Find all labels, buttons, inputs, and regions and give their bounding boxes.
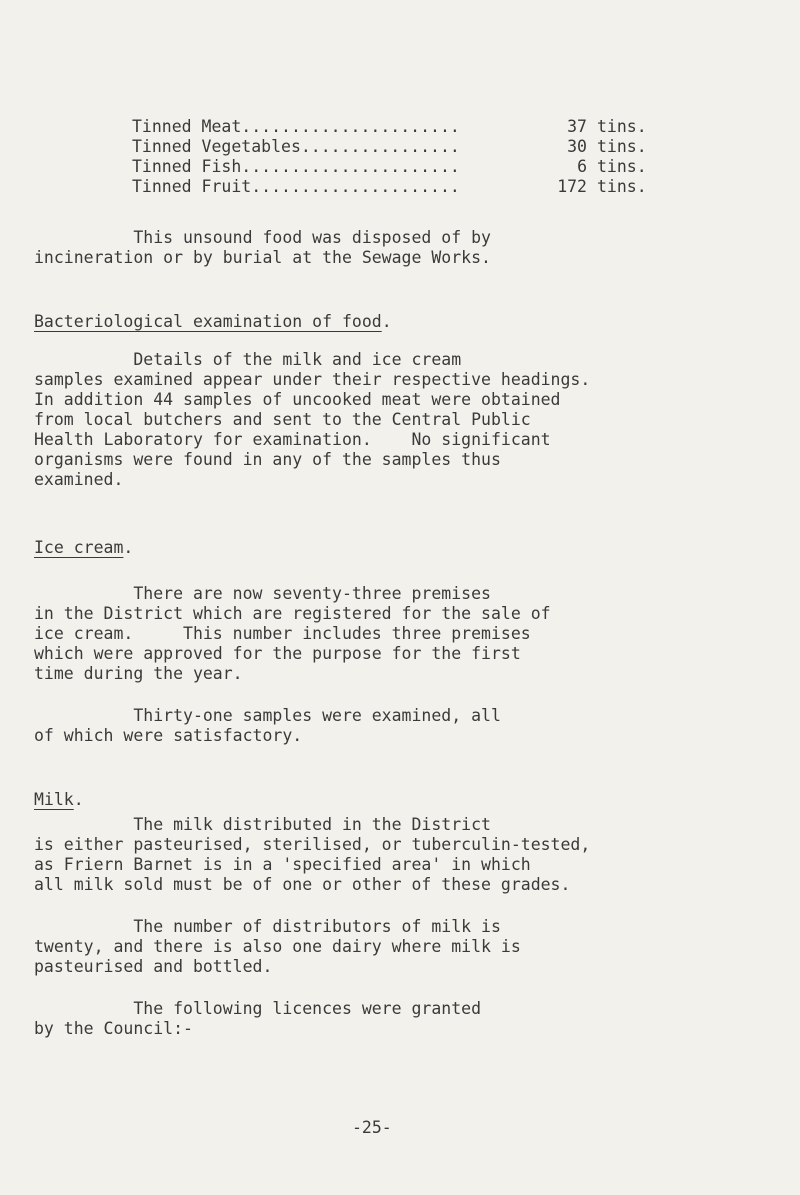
page-number: -25- (352, 1118, 392, 1137)
item-unit: tins. (597, 157, 647, 176)
milk-paragraph-3: The following licences were granted by the Council:- (34, 999, 482, 1038)
list-item (132, 177, 647, 197)
item-unit: tins. (597, 177, 647, 196)
item-label: Tinned Vegetables................ (132, 137, 460, 156)
milk-paragraph-1: The milk distributed in the District is either pasteurised, sterilised, or tuberculin-tested, as Friern Barnet is in a 'specified area' in which all milk sold must be of one or other of these grades. (34, 815, 591, 894)
tinned-food-list (132, 117, 647, 197)
milk-paragraph-2: The number of distributors of milk is twenty, and there is also one dairy where milk is pasteurised and bottled. (34, 917, 521, 976)
list-item (132, 137, 647, 157)
section-heading-text: Bacteriological examination of food (34, 312, 382, 331)
item-unit: tins. (597, 137, 647, 156)
section-heading-text: Ice cream (34, 538, 124, 557)
item-unit: tins. (597, 117, 647, 136)
ice-cream-heading (34, 538, 133, 558)
ice-cream-paragraph-1: There are now seventy-three premises in the District which are registered for the sale of ice cream. This number includes three premises which were approved for the purpose for the first time during the year. (34, 584, 551, 683)
list-item (132, 117, 647, 137)
item-count: 30 (567, 137, 587, 156)
bacteriological-paragraph: Details of the milk and ice cream samples examined appear under their respective headings. In addition 44 samples of uncooked meat were obtained from local butchers and sent to the Central Public Health Laboratory for examination. No significant organisms were found in any of the samples thus examined. (34, 350, 591, 489)
heading-period: . (123, 538, 134, 557)
disposal-paragraph: This unsound food was disposed of by incineration or by burial at the Sewage Works. (34, 228, 491, 267)
item-count: 37 (567, 117, 587, 136)
item-label: Tinned Fish...................... (132, 157, 460, 176)
item-count: 6 (577, 157, 587, 176)
list-item (132, 157, 647, 177)
section-heading-text: Milk (34, 790, 74, 809)
heading-period: . (73, 790, 84, 809)
item-label: Tinned Fruit..................... (132, 177, 460, 196)
ice-cream-paragraph-2: Thirty-one samples were examined, all of which were satisfactory. (34, 706, 501, 745)
item-count: 172 (557, 177, 587, 196)
milk-heading (34, 790, 84, 810)
bacteriological-heading (34, 312, 392, 332)
item-label: Tinned Meat...................... (132, 117, 460, 136)
heading-period: . (381, 312, 392, 331)
